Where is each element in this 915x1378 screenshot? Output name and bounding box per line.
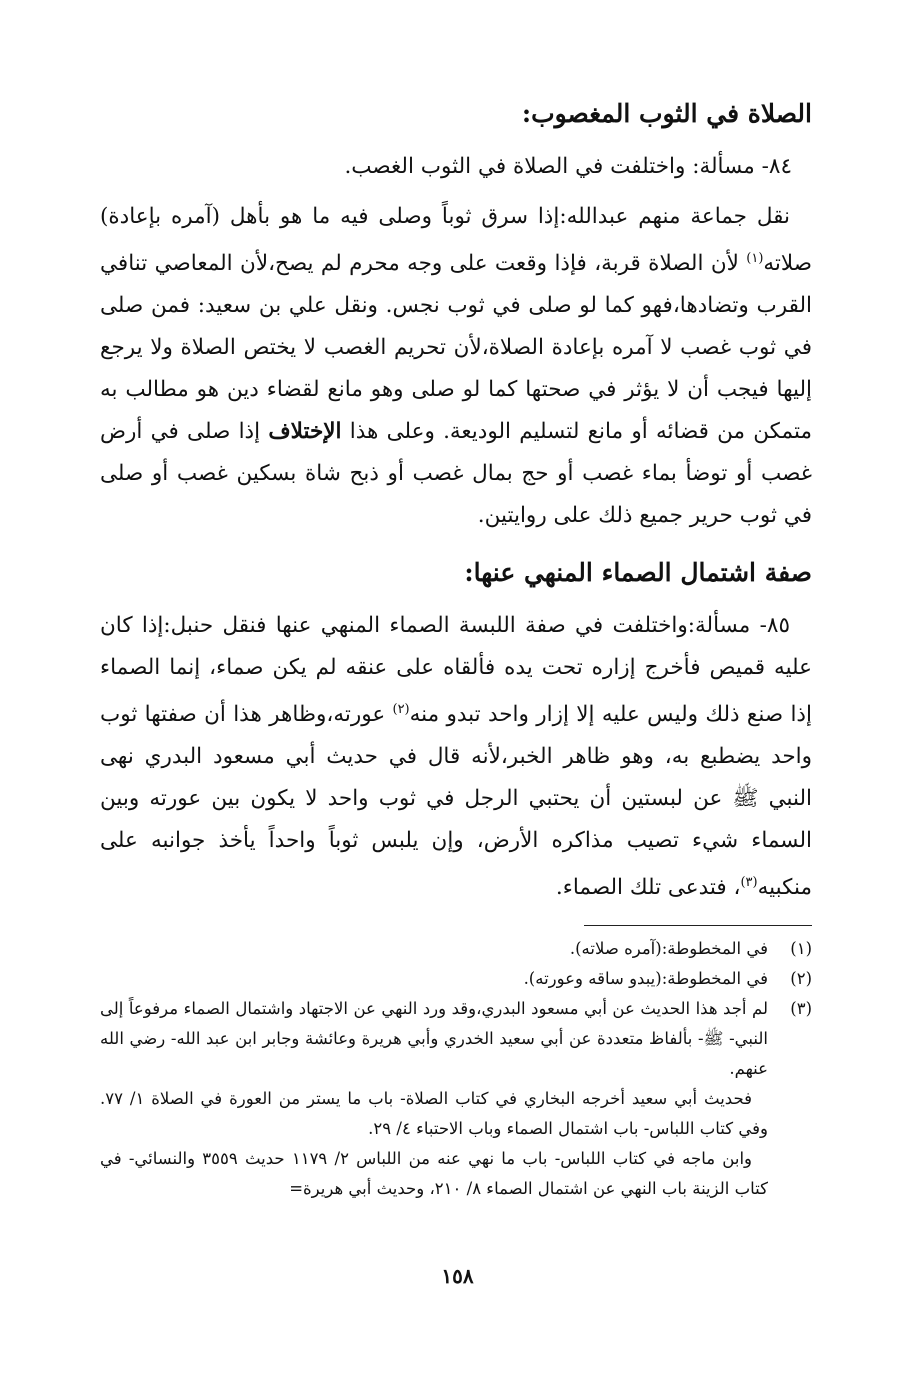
section-heading-samma: صفة اشتمال الصماء المنهي عنها: (464, 558, 812, 588)
footnote-2 (100, 964, 812, 994)
text-segment: ٨٥- مسألة:واختلفت في صفة اللبسة الصماء المنهي عنها فنقل حنبل:إذا كان عليه قميص فأخرج إزاره تحت يده فألقاه على عنقه لم يكن صماء، إنما الصماء إذا صنع ذلك وليس عليه إلا إزار واحد تبدو منه (100, 613, 812, 728)
section-heading-usurped-garment: الصلاة في الثوب المغصوب: (521, 99, 812, 128)
paragraph-issue-85 (100, 605, 812, 909)
footnote-number: (٣) (790, 999, 812, 1019)
footnote-ref-3[interactable]: (٣) (740, 875, 758, 891)
footnote-text: في المخطوطة:(آمره صلاته). (569, 939, 768, 959)
text-segment: إذا صلى في أرض غصب أو توضأ بماء غصب أو حج بمال غصب أو ذبح شاة بسكين غصب أو صلى في ثوب حرير جميع ذلك على روايتين. (100, 419, 812, 529)
footnote-3-continuation: فحديث أبي سعيد أخرجه البخاري في كتاب الصلاة- باب ما يستر من العورة في الصلاة ١/ ٧٧. وفي كتاب اللباس- باب اشتمال الصماء وباب الاحتباء ٤/ ٢٩. (100, 1089, 768, 1139)
page-number: ١٥٨ (441, 1264, 474, 1288)
footnote-number: (٢) (790, 969, 812, 989)
text-segment: عورته،وظاهر هذا أن صفتها ثوب واحد يضطبع به، وهو ظاهر الخبر،لأنه قال في حديث أبي مسعود البدري نهى النبي ﷺ عن لبستين أن يحتبي الرجل في ثوب واحد لا يكون بين عورته وبين السماء شيء تصيب مذاكره الأرض، وإن يلبس ثوباً واحداً يأخذ جوانبه على منكبيه (100, 702, 812, 901)
bold-term: الإختلاف (268, 419, 342, 445)
page-body (100, 92, 812, 1204)
footnote-ref-2[interactable]: (٢) (392, 702, 410, 718)
text-segment: ، فتدعى تلك الصماء. (555, 875, 741, 901)
footnote-ref-1[interactable]: (١) (746, 251, 764, 266)
footnote-divider (584, 925, 812, 926)
paragraph-issue-84 (100, 196, 812, 537)
footnote-number: (١) (790, 939, 812, 959)
text-segment: لأن الصلاة قربة، فإذا وقعت على وجه محرم لم يصح،لأن المعاصي تنافي القرب وتضادها،فهو كما لو صلى في ثوب نجس. ونقل علي بن سعيد: فمن صلى في ثوب غصب لا آمره بإعادة الصلاة،لأن تحريم الغصب لا يختص الصلاة ولا يرجع إليها فيجب أن لا يؤثر في صحتها كما لو صلى وهو مانع لقضاء دين هو مطالب به متمكن من قضائه أو مانع لتسليم الوديعة. وعلى هذا (100, 251, 812, 445)
issue-84: ٨٤- مسألة: واختلفت في الصلاة في الثوب الغصب. (344, 154, 792, 179)
footnote-text: في المخطوطة:(يبدو ساقه وعورته). (523, 969, 768, 989)
text-segment: نقل جماعة منهم عبدالله:إذا سرق ثوباً وصلى فيه ما هو بأهل (آمره بإعادة) صلاته (100, 204, 812, 277)
footnote-text: لم أجد هذا الحديث عن أبي مسعود البدري،وقد ورد النهي عن الاجتهاد واشتمال الصماء مرفوعاً إلى النبي- ﷺ- بألفاظ متعددة عن أبي سعيد الخدري وأبي هريرة وعائشة وجابر ابن عبد الله- رضي الله عنهم. (100, 999, 768, 1079)
footnote-1 (100, 934, 812, 964)
footnote-3-continuation: وابن ماجه في كتاب اللباس- باب ما نهي عنه من اللباس ٢/ ١١٧٩ حديث ٣٥٥٩ والنسائي- في كتاب الزينة باب النهي عن اشتمال الصماء ٨/ ٢١٠، وحديث أبي هريرة= (100, 1149, 768, 1199)
footnote-3 (100, 994, 812, 1084)
